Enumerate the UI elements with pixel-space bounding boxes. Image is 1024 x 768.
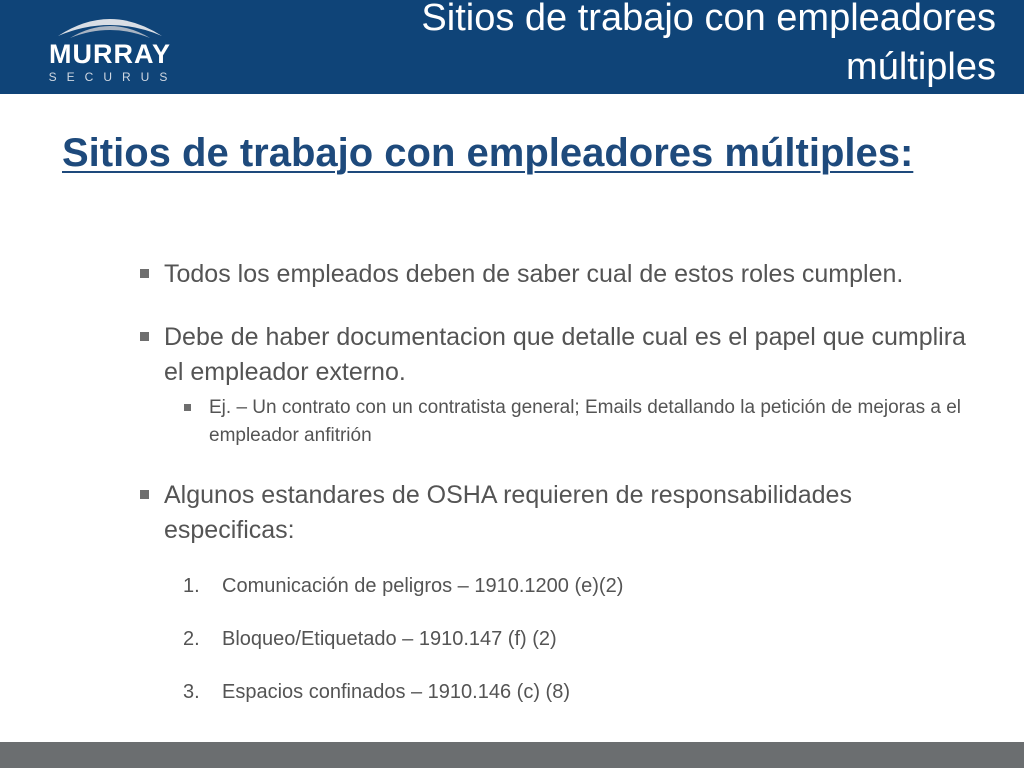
footer-band — [0, 742, 1024, 768]
item-text: Bloqueo/Etiquetado – 1910.147 (f) (2) — [222, 628, 557, 650]
sub-bullet-text: Ej. – Un contrato con un contratista general; Emails detallando la petición de mejoras a el empleador anfitrión — [209, 397, 961, 446]
item-number: 1. — [183, 575, 200, 597]
slide-heading: Sitios de trabajo con empleadores múltiples: — [62, 131, 914, 175]
bullet-text: Debe de haber documentacion que detalle cual es el papel que cumplira el empleador externo. — [164, 323, 966, 386]
logo-subtitle: SECURUS — [48, 70, 178, 84]
logo-wordmark: MURRAY — [48, 39, 171, 69]
square-bullet-icon — [140, 269, 149, 278]
bullet-item — [136, 320, 976, 390]
item-text: Espacios confinados – 1910.146 (c) (8) — [222, 681, 570, 703]
header-band — [0, 0, 1024, 94]
bullet-text: Algunos estandares de OSHA requieren de responsabilidades especificas: — [164, 481, 852, 544]
item-number: 3. — [183, 681, 200, 703]
square-bullet-icon — [140, 490, 149, 499]
slide-content — [136, 257, 976, 731]
square-bullet-icon — [184, 404, 191, 411]
numbered-item — [183, 678, 976, 706]
numbered-item — [183, 625, 976, 653]
numbered-item — [183, 572, 976, 600]
bullet-item — [136, 257, 976, 292]
header-title: Sitios de trabajo con empleadores múltiples — [421, 0, 996, 88]
item-text: Comunicación de peligros – 1910.1200 (e)(2) — [222, 575, 624, 597]
bullet-item — [136, 478, 976, 548]
arc-logo-mark-icon — [54, 8, 166, 40]
item-number: 2. — [183, 628, 200, 650]
numbered-list — [136, 572, 976, 706]
bullet-text: Todos los empleados deben de saber cual de estos roles cumplen. — [164, 260, 904, 288]
square-bullet-icon — [140, 332, 149, 341]
company-logo — [30, 8, 190, 88]
sub-bullet-item — [181, 394, 976, 450]
